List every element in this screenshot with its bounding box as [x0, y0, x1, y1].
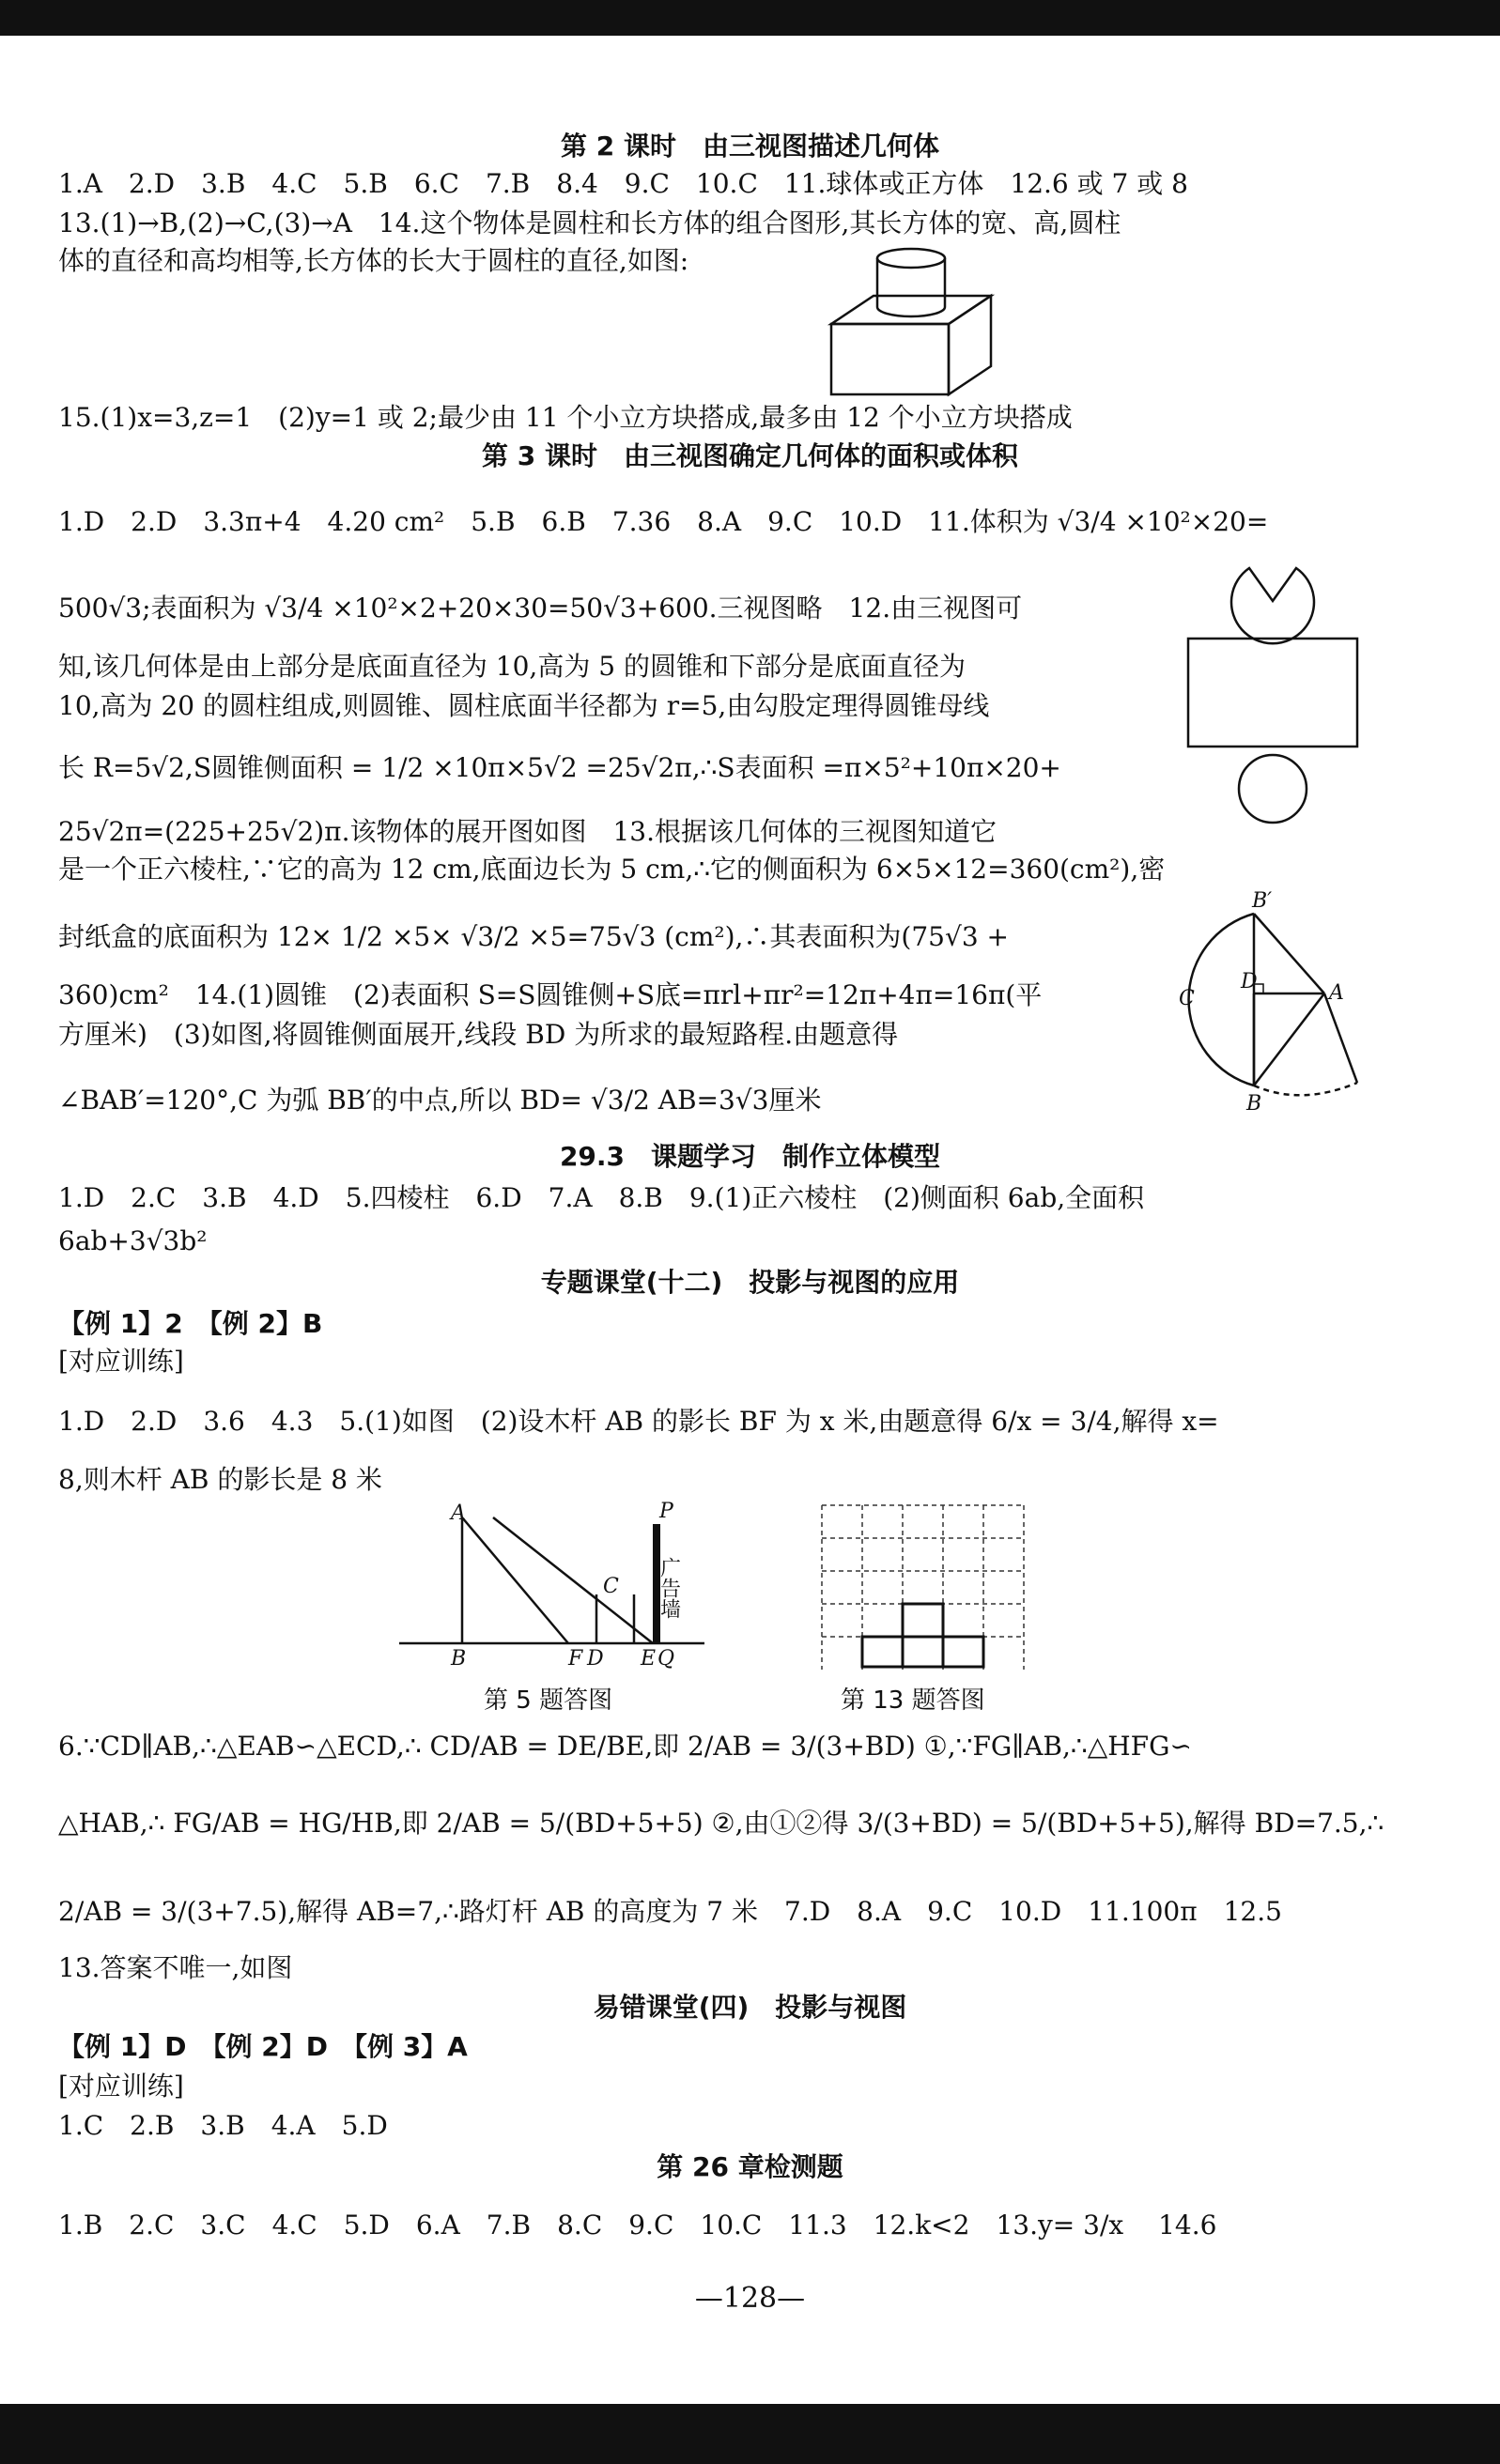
label-b: B: [451, 1647, 467, 1670]
answers-line: 13.(1)→B,(2)→C,(3)→A 14.这个物体是圆柱和长方体的组合图形,其长方体的宽、高,圆柱: [58, 208, 1121, 239]
section-title-error-class4: 易错课堂(四) 投影与视图: [593, 1992, 907, 2023]
label-a: A: [1329, 981, 1344, 1005]
answers-line: 8,则木杆 AB 的影长是 8 米: [58, 1464, 382, 1495]
label-b-prime: B′: [1252, 890, 1273, 913]
examples-line: 【例 1】2 【例 2】B: [58, 1308, 323, 1339]
answers-line: 知,该几何体是由上部分是底面直径为 10,高为 5 的圆锥和下部分是底面直径为: [58, 651, 966, 682]
answers-line: 13.答案不唯一,如图: [58, 1952, 293, 1983]
top-border: [0, 0, 1500, 36]
answers-line: 1.C 2.B 3.B 4.A 5.D: [58, 2110, 388, 2141]
label-d: D: [587, 1647, 604, 1670]
answers-line: 是一个正六棱柱,∵它的高为 12 cm,底面边长为 5 cm,∴它的侧面积为 6×5×12=360(cm²),密: [58, 854, 1166, 885]
label-p: P: [659, 1501, 673, 1523]
answers-line: 封纸盒的底面积为 12× 1/2 ×5× √3/2 ×5=75√3 (cm²),∴其表面积为(75√3 +: [58, 921, 1009, 952]
answers-line: 10,高为 20 的圆柱组成,则圆锥、圆柱底面半径都为 r=5,由勾股定理得圆锥母线: [58, 690, 990, 721]
answers-line: ∠BAB′=120°,C 为弧 BB′的中点,所以 BD= √3/2 AB=3√3厘米: [58, 1085, 822, 1116]
answers-line: 1.B 2.C 3.C 4.C 5.D 6.A 7.B 8.C 9.C 10.C 11.3 12.k<2 13.y= 3/x 14.6: [58, 2210, 1217, 2241]
section-title-29-3: 29.3 课题学习 制作立体模型: [559, 1141, 941, 1172]
section-title-topic12: 专题课堂(十二) 投影与视图的应用: [540, 1267, 960, 1298]
cone-development-figure: [1179, 890, 1381, 1120]
section-title-lesson3: 第 3 课时 由三视图确定几何体的面积或体积: [482, 440, 1018, 471]
grid-figure-q13: [817, 1501, 1028, 1670]
page-number: —128—: [694, 2282, 806, 2315]
answers-line: 2/AB = 3/(3+7.5),解得 AB=7,∴路灯杆 AB 的高度为 7 米 7.D 8.A 9.C 10.D 11.100π 12.5: [58, 1896, 1282, 1927]
cylinder-cuboid-figure: [822, 239, 1010, 399]
section-title-lesson2: 第 2 课时 由三视图描述几何体: [561, 131, 939, 162]
answers-line: 360)cm² 14.(1)圆锥 (2)表面积 S=S圆锥侧+S底=πrl+πr²=12π+4π=16π(平: [58, 979, 1043, 1010]
label-e: E: [641, 1647, 657, 1670]
label-c: C: [1179, 987, 1195, 1010]
answers-line: 6ab+3√3b²: [58, 1225, 208, 1256]
answers-line: 1.A 2.D 3.B 4.C 5.B 6.C 7.B 8.4 9.C 10.C 11.球体或正方体 12.6 或 7 或 8: [58, 168, 1188, 199]
answers-line: 体的直径和高均相等,长方体的长大于圆柱的直径,如图:: [58, 245, 689, 276]
shadow-figure-q5: [394, 1501, 714, 1670]
label-q: Q: [657, 1647, 675, 1670]
unfolded-net-figure: [1179, 559, 1367, 850]
training-label: [对应训练]: [58, 1346, 184, 1377]
answers-line: 长 R=5√2,S圆锥侧面积 = 1/2 ×10π×5√2 =25√2π,∴S表面积 =π×5²+10π×20+: [58, 752, 1061, 783]
label-d: D: [1241, 970, 1258, 993]
answers-line: 1.D 2.D 3.3π+4 4.20 cm² 5.B 6.B 7.36 8.A 9.C 10.D 11.体积为 √3/4 ×10²×20=: [58, 506, 1269, 537]
label-billboard-wall: 广告墙: [657, 1557, 681, 1619]
figure-caption-q13: 第 13 题答图: [841, 1686, 985, 1715]
answers-line: 15.(1)x=3,z=1 (2)y=1 或 2;最少由 11 个小立方块搭成,最多由 12 个小立方块搭成: [58, 402, 1073, 433]
figure-caption-q5: 第 5 题答图: [484, 1686, 613, 1715]
answers-line: 6.∵CD∥AB,∴△EAB∽△ECD,∴ CD/AB = DE/BE,即 2/AB = 3/(3+BD) ①,∵FG∥AB,∴△HFG∽: [58, 1731, 1192, 1762]
bottom-border: [0, 2404, 1500, 2464]
training-label: [对应训练]: [58, 2071, 184, 2102]
answers-line: 1.D 2.D 3.6 4.3 5.(1)如图 (2)设木杆 AB 的影长 BF 为 x 米,由题意得 6/x = 3/4,解得 x=: [58, 1406, 1219, 1437]
label-c: C: [603, 1575, 619, 1598]
section-title-chapter26: 第 26 章检测题: [657, 2151, 843, 2182]
answers-line: 500√3;表面积为 √3/4 ×10²×2+20×30=50√3+600.三视图略 12.由三视图可: [58, 593, 1023, 624]
answers-line: 方厘米) (3)如图,将圆锥侧面展开,线段 BD 为所求的最短路程.由题意得: [58, 1019, 899, 1050]
examples-line: 【例 1】D 【例 2】D 【例 3】A: [58, 2031, 468, 2062]
label-a: A: [451, 1502, 466, 1525]
answers-line: 25√2π=(225+25√2)π.该物体的展开图如图 13.根据该几何体的三视图知道它: [58, 816, 997, 847]
label-b: B: [1246, 1092, 1262, 1116]
answers-line: 1.D 2.C 3.B 4.D 5.四棱柱 6.D 7.A 8.B 9.(1)正六棱柱 (2)侧面积 6ab,全面积: [58, 1182, 1145, 1213]
label-f: F: [568, 1647, 583, 1670]
answers-line: △HAB,∴ FG/AB = HG/HB,即 2/AB = 5/(BD+5+5) ②,由①②得 3/(3+BD) = 5/(BD+5+5),解得 BD=7.5,∴: [58, 1808, 1384, 1839]
